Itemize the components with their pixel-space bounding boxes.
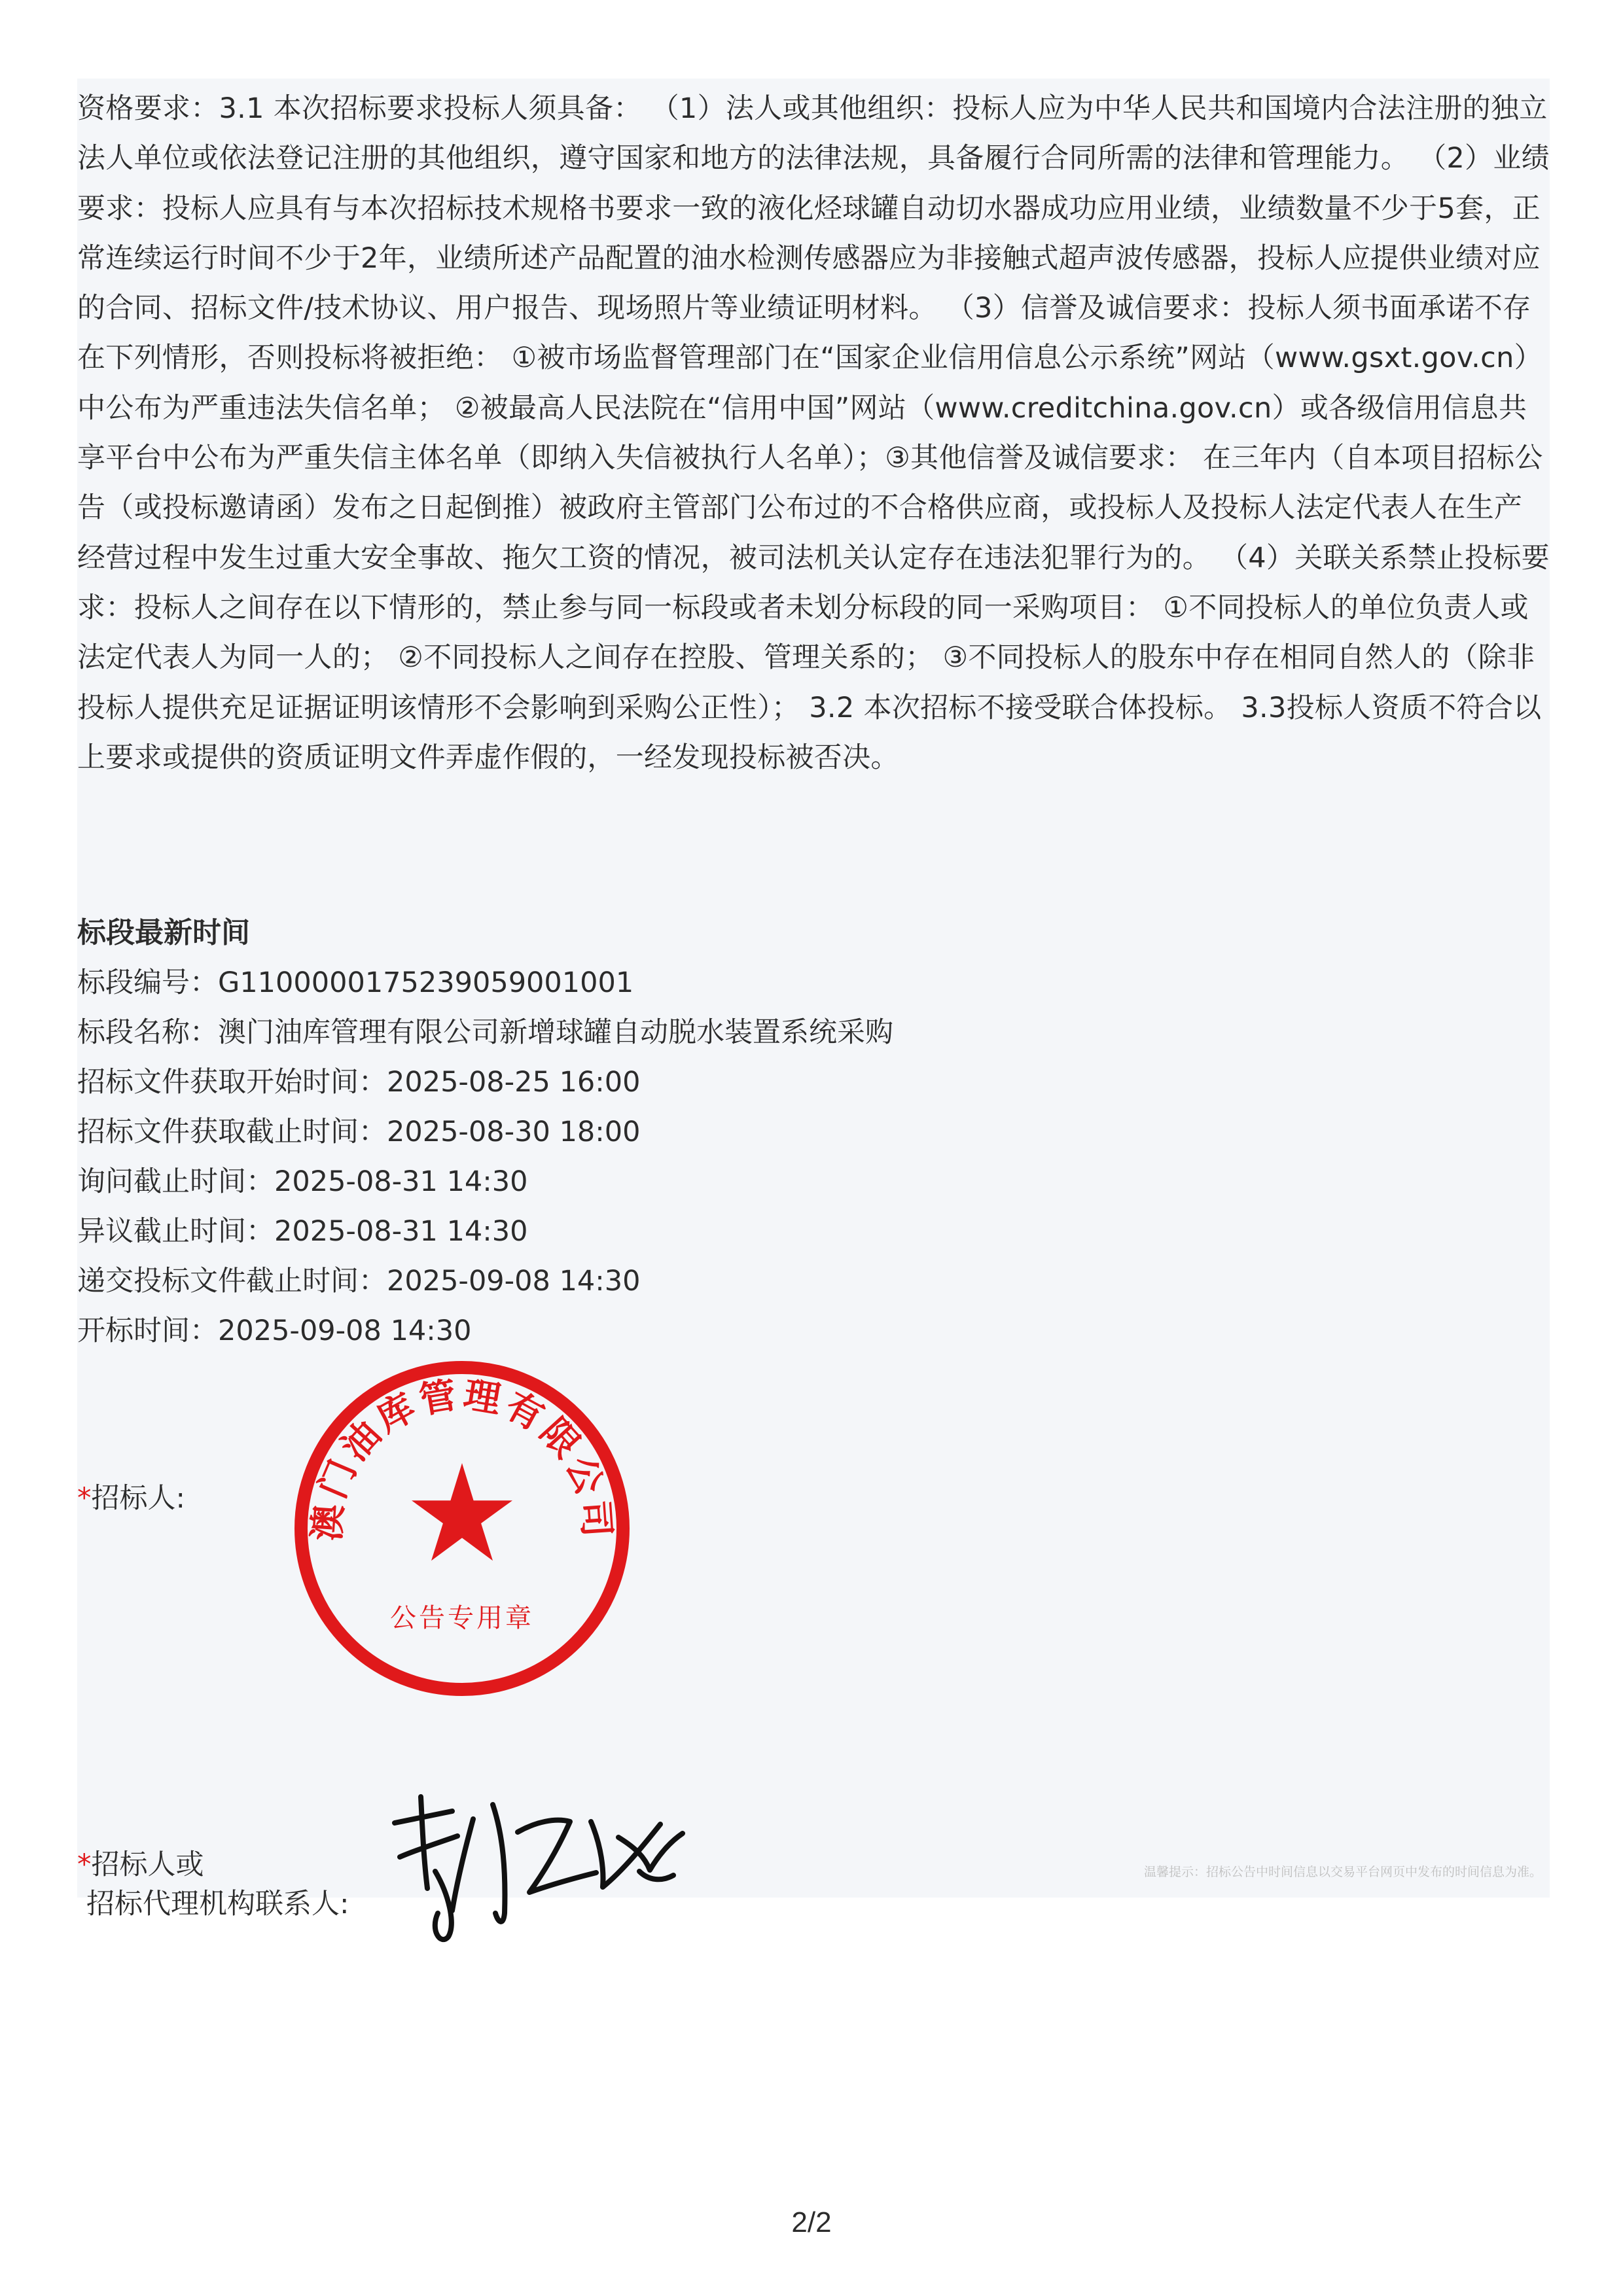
- field-value: 2025-09-08 14:30: [218, 1315, 472, 1347]
- required-asterisk: *: [77, 1848, 92, 1881]
- section-latest-times: [77, 908, 1550, 1356]
- section-title: 标段最新时间: [77, 916, 250, 949]
- field-value: 2025-08-25 16:00: [387, 1066, 641, 1099]
- field-section-number: [77, 958, 1550, 1008]
- field-value: 2025-08-31 14:30: [274, 1215, 528, 1248]
- field-inquiry-deadline: [77, 1157, 1550, 1207]
- field-bid-opening-time: [77, 1306, 1550, 1356]
- field-value: 2025-09-08 14:30: [387, 1265, 641, 1298]
- field-value: 2025-08-30 18:00: [387, 1116, 641, 1148]
- seal-caption: 公告专用章: [390, 1603, 534, 1633]
- page-number: 2/2: [791, 2206, 832, 2238]
- field-label: 标段名称：: [77, 1016, 218, 1049]
- handwritten-signature: [375, 1759, 702, 1955]
- field-label: 招标文件获取开始时间：: [77, 1066, 387, 1099]
- disclaimer-notice: 温馨提示：招标公告中时间信息以交易平台网页中发布的时间信息为准。: [1143, 1865, 1542, 1879]
- field-section-name: [77, 1008, 1550, 1057]
- contact-label-line1: 招标人或: [91, 1848, 204, 1881]
- field-value: G1100000175239059001001: [218, 966, 634, 999]
- field-doc-acquire-start: [77, 1057, 1550, 1107]
- field-label: 异议截止时间：: [77, 1215, 274, 1248]
- field-doc-acquire-end: [77, 1107, 1550, 1157]
- field-value: 2025-08-31 14:30: [274, 1165, 528, 1198]
- field-value: 澳门油库管理有限公司新增球罐自动脱水装置系统采购: [218, 1016, 893, 1049]
- field-label: 开标时间：: [77, 1315, 218, 1347]
- seal-star-icon: [412, 1463, 512, 1561]
- field-bid-submission-deadline: [77, 1256, 1550, 1306]
- field-label: 招标文件获取截止时间：: [77, 1116, 387, 1148]
- tenderer-label: [77, 1479, 185, 1518]
- field-objection-deadline: [77, 1207, 1550, 1256]
- contact-label: [77, 1845, 349, 1924]
- field-label: 递交投标文件截止时间：: [77, 1265, 387, 1298]
- announcement-panel: [77, 79, 1550, 1920]
- company-seal: [285, 1352, 639, 1705]
- qualification-requirements-text: 资格要求：3.1 本次招标要求投标人须具备： （1）法人或其他组织：投标人应为中华人民共和国境内合法注册的独立法人单位或依法登记注册的其他组织，遵守国家和地方的法律法规，具备履行合同所需的法律和管理能力。 （2）业绩要求：投标人应具有与本次招标技术规格书要求一致的液化烃球罐自动切水器成功应用业绩，业绩数量不少于5套，正常连续运行时间不少于2年，业绩所述产品配置的油水检测传感器应为非接触式超声波传感器，投标人应提供业绩对应的合同、招标文件/技术协议、用户报告、现场照片等业绩证明材料。 （3）信誉及诚信要求：投标人须书面承诺不存在下列情形，否则投标将被拒绝： ①被市场监督管理部门在“国家企业信用信息公示系统”网站（www.gsxt.gov.cn）中公布为严重违法失信名单； ②被最高人民法院在“信用中国”网站（www.creditchina.gov.cn）或各级信用信息共享平台中公布为严重失信主体名单（即纳入失信被执行人名单）；③其他信誉及诚信要求： 在三年内（自本项目招标公告（或投标邀请函）发布之日起倒推）被政府主管部门公布过的不合格供应商，或投标人及投标人法定代表人在生产经营过程中发生过重大安全事故、拖欠工资的情况，被司法机关认定存在违法犯罪行为的。 （4）关联关系禁止投标要求：投标人之间存在以下情形的，禁止参与同一标段或者未划分标段的同一采购项目： ①不同投标人的单位负责人或法定代表人为同一人的； ②不同投标人之间存在控股、管理关系的； ③不同投标人的股东中存在相同自然人的（除非投标人提供充足证据证明该情形不会影响到采购公正性）； 3.2 本次招标不接受联合体投标。 3.3投标人资质不符合以上要求或提供的资质证明文件弄虚作假的，一经发现投标被否决。: [77, 92, 1550, 774]
- contact-label-line2: 招标代理机构联系人:: [86, 1888, 349, 1920]
- tenderer-label-text: 招标人:: [91, 1482, 185, 1515]
- required-asterisk: *: [77, 1482, 92, 1515]
- field-label: 询问截止时间：: [77, 1165, 274, 1198]
- seal-company-name: 澳门油库管理有限公司: [306, 1373, 618, 1543]
- field-label: 标段编号：: [77, 966, 218, 999]
